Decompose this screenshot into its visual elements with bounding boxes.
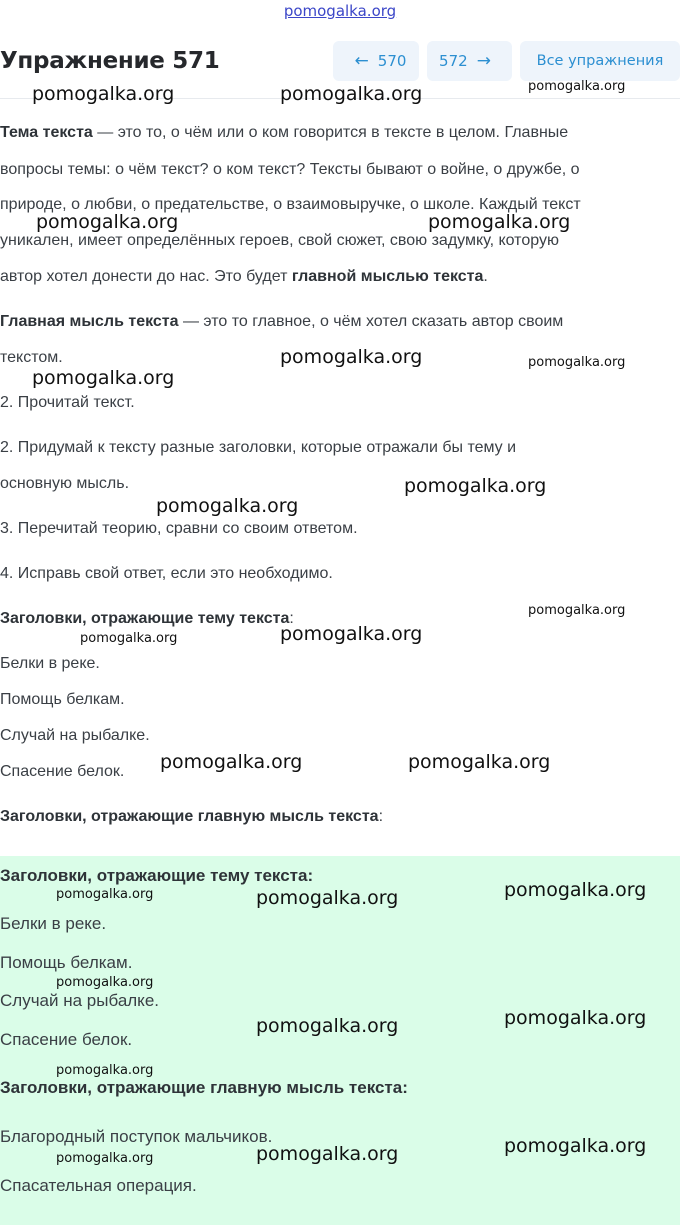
all-exercises-button[interactable] bbox=[520, 41, 680, 81]
watermark: pomogalka.org bbox=[528, 603, 626, 618]
arrow-left-icon: ← bbox=[354, 51, 369, 71]
theory-line: уникален, имеет определённых героев, свой сюжет, свою задумку, которую bbox=[0, 232, 559, 249]
watermark: pomogalka.org bbox=[36, 211, 179, 233]
watermark: pomogalka.org bbox=[256, 1143, 399, 1165]
term-topic: Тема текста bbox=[0, 124, 93, 141]
arrow-right-icon: → bbox=[476, 51, 491, 71]
theory-line: вопросы темы: о чём текст? о ком текст? Тексты бывают о войне, о дружбе, о bbox=[0, 161, 580, 178]
preview-title: Помощь белкам. bbox=[0, 691, 125, 708]
watermark: pomogalka.org bbox=[528, 79, 626, 94]
answer-title: Благородный поступок мальчиков. bbox=[0, 1127, 273, 1146]
preview-theme-heading: Заголовки, отражающие тему текста: bbox=[0, 610, 294, 627]
watermark: pomogalka.org bbox=[504, 1007, 647, 1029]
watermark: pomogalka.org bbox=[404, 475, 547, 497]
page-title: Упражнение 571 bbox=[0, 48, 220, 74]
answer-title: Помощь белкам. bbox=[0, 953, 133, 972]
answer-theme-heading: Заголовки, отражающие тему текста: bbox=[0, 866, 314, 885]
prev-exercise-label: 570 bbox=[377, 52, 407, 70]
theory-line: автор хотел донести до нас. Это будет главной мыслью текста. bbox=[0, 268, 488, 285]
site-link[interactable]: pomogalka.org bbox=[283, 2, 397, 20]
watermark: pomogalka.org bbox=[32, 83, 175, 105]
watermark: pomogalka.org bbox=[56, 975, 154, 990]
next-exercise-button[interactable] bbox=[427, 41, 512, 81]
watermark: pomogalka.org bbox=[280, 346, 423, 368]
watermark: pomogalka.org bbox=[504, 879, 647, 901]
watermark: pomogalka.org bbox=[280, 83, 423, 105]
watermark: pomogalka.org bbox=[56, 1151, 154, 1166]
term-main-idea: Главная мысль текста bbox=[0, 313, 179, 330]
watermark: pomogalka.org bbox=[156, 495, 299, 517]
preview-title: Случай на рыбалке. bbox=[0, 727, 150, 744]
task-item: 3. Перечитай теорию, сравни со своим ответом. bbox=[0, 520, 358, 537]
watermark: pomogalka.org bbox=[32, 367, 175, 389]
preview-title: Белки в реке. bbox=[0, 655, 100, 672]
answer-box bbox=[0, 856, 680, 1225]
watermark: pomogalka.org bbox=[504, 1135, 647, 1157]
next-exercise-label: 572 bbox=[439, 52, 468, 70]
answer-idea-heading: Заголовки, отражающие главную мысль текста: bbox=[0, 1078, 408, 1097]
watermark: pomogalka.org bbox=[280, 623, 423, 645]
task-item: 2. Прочитай текст. bbox=[0, 394, 135, 411]
watermark: pomogalka.org bbox=[56, 887, 154, 902]
watermark: pomogalka.org bbox=[428, 211, 571, 233]
answer-title: Белки в реке. bbox=[0, 914, 107, 933]
task-item: 4. Исправь свой ответ, если это необходимо. bbox=[0, 565, 333, 582]
watermark: pomogalka.org bbox=[408, 751, 551, 773]
all-exercises-label: Все упражнения bbox=[536, 53, 664, 69]
answer-title: Случай на рыбалке. bbox=[0, 991, 159, 1010]
theory-line: текстом. bbox=[0, 349, 63, 366]
answer-title: Спасательная операция. bbox=[0, 1176, 197, 1195]
watermark: pomogalka.org bbox=[256, 887, 399, 909]
watermark: pomogalka.org bbox=[80, 631, 178, 646]
preview-idea-heading: Заголовки, отражающие главную мысль текста: bbox=[0, 808, 384, 825]
watermark: pomogalka.org bbox=[160, 751, 303, 773]
answer-title: Спасение белок. bbox=[0, 1030, 133, 1049]
prev-exercise-button[interactable] bbox=[333, 41, 419, 81]
task-item: 2. Придумай к тексту разные заголовки, которые отражали бы тему и bbox=[0, 439, 517, 456]
theory-line: Тема текста — это то, о чём или о ком говорится в тексте в целом. Главные bbox=[0, 124, 569, 141]
watermark: pomogalka.org bbox=[56, 1063, 154, 1078]
task-item: основную мысль. bbox=[0, 475, 130, 492]
watermark: pomogalka.org bbox=[528, 355, 626, 370]
preview-title: Спасение белок. bbox=[0, 763, 125, 780]
theory-line: природе, о любви, о предательстве, о взаимовыручке, о школе. Каждый текст bbox=[0, 196, 581, 213]
theory-line: Главная мысль текста — это то главное, о чём хотел сказать автор своим bbox=[0, 313, 564, 330]
watermark: pomogalka.org bbox=[256, 1015, 399, 1037]
